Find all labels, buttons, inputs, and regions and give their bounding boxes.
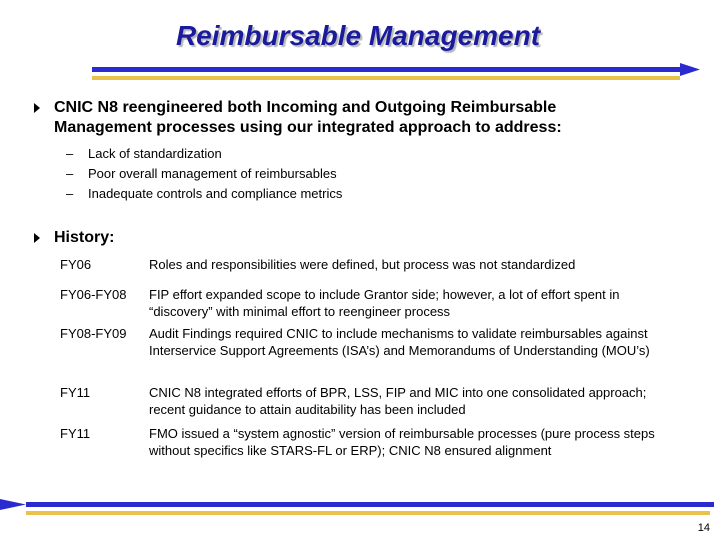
history-text: CNIC N8 integrated efforts of BPR, LSS, FIP and MIC into one consolidated approach; recent guidance to attain auditability has been included xyxy=(149,385,647,417)
top-rule xyxy=(92,63,700,80)
dash-icon: – xyxy=(66,186,74,201)
dash-icon: – xyxy=(66,166,74,181)
history-year: FY06-FY08 xyxy=(60,287,127,302)
sub-bullet-text: Poor overall management of reimbursables xyxy=(88,166,337,181)
dash-icon: – xyxy=(66,146,74,161)
slide-title: Reimbursable Management xyxy=(175,20,541,51)
page-number: 14 xyxy=(697,522,710,534)
history-text: FMO issued a “system agnostic” version of reimbursable processes (pure process steps without specifics like STARS-FL or ERP); CNIC N8 ensured alignment xyxy=(149,426,655,458)
history-year: FY06 xyxy=(60,257,92,272)
bullet-1-text: CNIC N8 reengineered both Incoming and Outgoing Reimbursable Management processes using our integrated approach to address: xyxy=(54,99,562,136)
bullet-2-text: History: xyxy=(54,229,115,246)
history-text: Roles and responsibilities were defined, but process was not standardized xyxy=(149,257,576,272)
sub-bullet-text: Lack of standardization xyxy=(88,146,222,161)
triangle-bullet-icon xyxy=(34,233,40,243)
bottom-rule xyxy=(0,499,714,515)
triangle-bullet-icon xyxy=(34,103,40,113)
history-year: FY08-FY09 xyxy=(60,326,127,341)
sub-bullet-text: Inadequate controls and compliance metrics xyxy=(88,186,343,201)
history-text: FIP effort expanded scope to include Grantor side; however, a lot of effort spent in “discovery” with minimal effort to reengineer process xyxy=(149,287,620,319)
history-text: Audit Findings required CNIC to include mechanisms to validate reimbursables against Interservice Support Agreements (ISA’s) and Memorandums of Understanding (MOU’s) xyxy=(149,326,650,358)
history-year: FY11 xyxy=(60,426,91,441)
history-year: FY11 xyxy=(60,385,91,400)
